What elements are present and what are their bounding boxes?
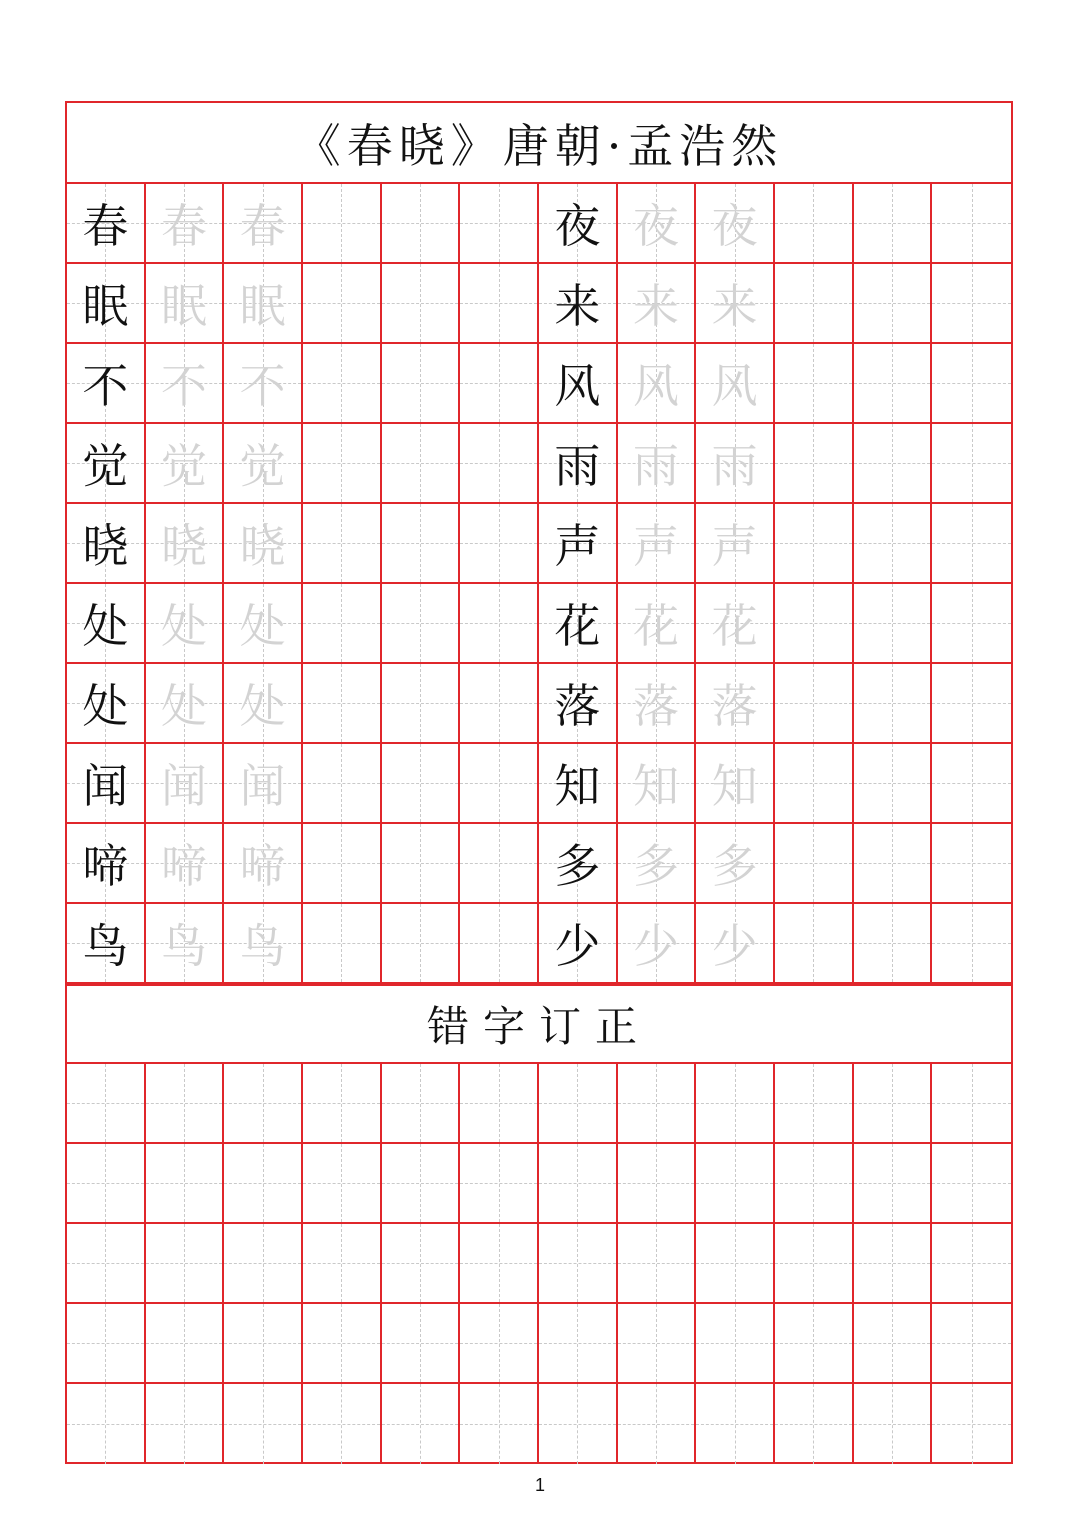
- correction-cell: [146, 1304, 225, 1384]
- trace-character: 觉: [239, 439, 286, 493]
- blank-practice-cell: [382, 904, 461, 984]
- blank-practice-cell: [382, 424, 461, 504]
- model-character-cell: [539, 264, 618, 344]
- correction-cell: [146, 1384, 225, 1464]
- model-character: 眠: [82, 279, 129, 333]
- correction-cell: [775, 1224, 854, 1304]
- model-character-cell: [67, 424, 146, 504]
- blank-practice-cell: [460, 264, 539, 344]
- blank-practice-cell: [382, 664, 461, 744]
- blank-practice-cell: [775, 664, 854, 744]
- blank-practice-cell: [932, 504, 1011, 584]
- correction-cell: [67, 1144, 146, 1224]
- blank-practice-cell: [775, 264, 854, 344]
- correction-cell: [539, 1224, 618, 1304]
- trace-character: 不: [239, 359, 286, 413]
- model-character: 声: [554, 519, 601, 573]
- blank-practice-cell: [932, 584, 1011, 664]
- model-character: 处: [82, 599, 129, 653]
- trace-character: 春: [160, 199, 207, 253]
- correction-cell: [146, 1064, 225, 1144]
- trace-character: 多: [632, 839, 679, 893]
- blank-practice-cell: [854, 664, 933, 744]
- correction-cell: [539, 1304, 618, 1384]
- correction-cell: [932, 1144, 1011, 1224]
- correction-cell: [696, 1064, 775, 1144]
- trace-character: 闻: [160, 759, 207, 813]
- blank-practice-cell: [854, 504, 933, 584]
- correction-cell: [303, 1304, 382, 1384]
- model-character: 来: [554, 279, 601, 333]
- trace-character: 眠: [239, 279, 286, 333]
- trace-character-cell: [146, 344, 225, 424]
- correction-cell: [224, 1144, 303, 1224]
- correction-cell: [303, 1144, 382, 1224]
- blank-practice-cell: [460, 664, 539, 744]
- blank-practice-cell: [854, 904, 933, 984]
- model-character-cell: [67, 264, 146, 344]
- correction-cell: [224, 1384, 303, 1464]
- trace-character: 夜: [711, 199, 758, 253]
- trace-character-cell: [618, 424, 697, 504]
- trace-character: 雨: [711, 439, 758, 493]
- blank-practice-cell: [460, 824, 539, 904]
- trace-character-cell: [146, 744, 225, 824]
- trace-character: 风: [711, 359, 758, 413]
- blank-practice-cell: [460, 184, 539, 264]
- model-character: 春: [82, 199, 129, 253]
- trace-character: 鸟: [239, 919, 286, 973]
- correction-cell: [382, 1144, 461, 1224]
- correction-cell: [224, 1224, 303, 1304]
- model-character: 啼: [82, 839, 129, 893]
- blank-practice-cell: [460, 904, 539, 984]
- trace-character-cell: [146, 264, 225, 344]
- trace-character: 晓: [160, 519, 207, 573]
- blank-practice-cell: [932, 744, 1011, 824]
- blank-practice-cell: [460, 744, 539, 824]
- blank-practice-cell: [303, 824, 382, 904]
- blank-practice-cell: [303, 584, 382, 664]
- model-character: 处: [82, 679, 129, 733]
- correction-cell: [382, 1384, 461, 1464]
- trace-character: 眠: [160, 279, 207, 333]
- correction-cell: [775, 1064, 854, 1144]
- trace-character-cell: [146, 504, 225, 584]
- trace-character: 花: [711, 599, 758, 653]
- trace-character-cell: [696, 264, 775, 344]
- blank-practice-cell: [932, 664, 1011, 744]
- correction-cell: [618, 1064, 697, 1144]
- model-character: 雨: [554, 439, 601, 493]
- correction-cell: [618, 1144, 697, 1224]
- blank-practice-cell: [932, 904, 1011, 984]
- correction-cell: [854, 1304, 933, 1384]
- correction-cell: [775, 1144, 854, 1224]
- blank-practice-cell: [303, 904, 382, 984]
- correction-cell: [854, 1144, 933, 1224]
- correction-cell: [303, 1224, 382, 1304]
- trace-character-cell: [224, 264, 303, 344]
- trace-character-cell: [696, 744, 775, 824]
- practice-grid: [67, 184, 1011, 984]
- trace-character: 处: [239, 679, 286, 733]
- correction-cell: [460, 1304, 539, 1384]
- correction-cell: [696, 1384, 775, 1464]
- trace-character-cell: [618, 744, 697, 824]
- correction-cell: [303, 1064, 382, 1144]
- model-character-cell: [539, 584, 618, 664]
- blank-practice-cell: [854, 344, 933, 424]
- correction-cell: [67, 1224, 146, 1304]
- model-character-cell: [67, 584, 146, 664]
- trace-character: 春: [239, 199, 286, 253]
- model-character-cell: [67, 344, 146, 424]
- blank-practice-cell: [382, 344, 461, 424]
- model-character: 不: [82, 359, 129, 413]
- trace-character: 闻: [239, 759, 286, 813]
- correction-grid: [67, 1064, 1011, 1464]
- trace-character-cell: [618, 584, 697, 664]
- trace-character: 不: [160, 359, 207, 413]
- blank-practice-cell: [932, 344, 1011, 424]
- blank-practice-cell: [854, 744, 933, 824]
- correction-cell: [539, 1064, 618, 1144]
- trace-character-cell: [224, 504, 303, 584]
- trace-character-cell: [618, 184, 697, 264]
- trace-character-cell: [146, 424, 225, 504]
- model-character-cell: [67, 824, 146, 904]
- correction-cell: [224, 1064, 303, 1144]
- trace-character-cell: [146, 664, 225, 744]
- trace-character: 来: [632, 279, 679, 333]
- correction-cell: [696, 1224, 775, 1304]
- correction-cell: [146, 1224, 225, 1304]
- blank-practice-cell: [775, 824, 854, 904]
- blank-practice-cell: [303, 664, 382, 744]
- model-character-cell: [539, 904, 618, 984]
- trace-character: 声: [711, 519, 758, 573]
- correction-cell: [696, 1304, 775, 1384]
- correction-cell: [224, 1304, 303, 1384]
- blank-practice-cell: [932, 824, 1011, 904]
- correction-cell: [618, 1304, 697, 1384]
- blank-practice-cell: [382, 824, 461, 904]
- correction-cell: [696, 1144, 775, 1224]
- blank-practice-cell: [775, 344, 854, 424]
- blank-practice-cell: [460, 424, 539, 504]
- blank-practice-cell: [854, 264, 933, 344]
- model-character: 觉: [82, 439, 129, 493]
- correction-cell: [932, 1304, 1011, 1384]
- trace-character: 雨: [632, 439, 679, 493]
- trace-character-cell: [224, 184, 303, 264]
- trace-character-cell: [618, 904, 697, 984]
- correction-cell: [382, 1224, 461, 1304]
- model-character: 花: [554, 599, 601, 653]
- trace-character: 落: [711, 679, 758, 733]
- correction-cell: [775, 1304, 854, 1384]
- blank-practice-cell: [932, 264, 1011, 344]
- correction-cell: [67, 1384, 146, 1464]
- trace-character: 夜: [632, 199, 679, 253]
- practice-sheet: [65, 101, 1013, 1464]
- trace-character-cell: [224, 664, 303, 744]
- blank-practice-cell: [775, 184, 854, 264]
- correction-cell: [539, 1144, 618, 1224]
- blank-practice-cell: [382, 744, 461, 824]
- correction-cell: [460, 1224, 539, 1304]
- trace-character-cell: [146, 184, 225, 264]
- trace-character: 知: [632, 759, 679, 813]
- model-character-cell: [539, 744, 618, 824]
- blank-practice-cell: [303, 424, 382, 504]
- blank-practice-cell: [382, 264, 461, 344]
- correction-cell: [146, 1144, 225, 1224]
- trace-character-cell: [224, 584, 303, 664]
- blank-practice-cell: [460, 504, 539, 584]
- model-character-cell: [539, 504, 618, 584]
- trace-character: 落: [632, 679, 679, 733]
- model-character-cell: [67, 664, 146, 744]
- correction-cell: [932, 1384, 1011, 1464]
- trace-character: 处: [160, 599, 207, 653]
- model-character-cell: [67, 184, 146, 264]
- blank-practice-cell: [854, 824, 933, 904]
- model-character-cell: [67, 504, 146, 584]
- correction-cell: [618, 1384, 697, 1464]
- model-character: 晓: [82, 519, 129, 573]
- correction-cell: [382, 1064, 461, 1144]
- trace-character-cell: [224, 424, 303, 504]
- blank-practice-cell: [775, 424, 854, 504]
- model-character-cell: [539, 664, 618, 744]
- trace-character: 晓: [239, 519, 286, 573]
- correction-cell: [460, 1064, 539, 1144]
- model-character-cell: [67, 744, 146, 824]
- blank-practice-cell: [382, 504, 461, 584]
- correction-cell: [854, 1224, 933, 1304]
- blank-practice-cell: [932, 184, 1011, 264]
- model-character-cell: [539, 424, 618, 504]
- trace-character: 少: [711, 919, 758, 973]
- model-character: 知: [554, 759, 601, 813]
- model-character-cell: [539, 344, 618, 424]
- model-character-cell: [539, 184, 618, 264]
- correction-cell: [460, 1144, 539, 1224]
- blank-practice-cell: [775, 584, 854, 664]
- trace-character: 处: [239, 599, 286, 653]
- trace-character-cell: [696, 424, 775, 504]
- blank-practice-cell: [303, 184, 382, 264]
- blank-practice-cell: [303, 344, 382, 424]
- correction-cell: [460, 1384, 539, 1464]
- trace-character: 啼: [239, 839, 286, 893]
- trace-character-cell: [696, 184, 775, 264]
- model-character: 鸟: [82, 919, 129, 973]
- trace-character-cell: [618, 664, 697, 744]
- trace-character: 多: [711, 839, 758, 893]
- trace-character-cell: [618, 824, 697, 904]
- trace-character-cell: [618, 504, 697, 584]
- trace-character-cell: [696, 904, 775, 984]
- blank-practice-cell: [303, 744, 382, 824]
- model-character: 落: [554, 679, 601, 733]
- trace-character-cell: [146, 824, 225, 904]
- trace-character: 处: [160, 679, 207, 733]
- correction-cell: [932, 1224, 1011, 1304]
- trace-character: 觉: [160, 439, 207, 493]
- correction-heading: 错字订正: [67, 984, 1011, 1064]
- trace-character: 花: [632, 599, 679, 653]
- blank-practice-cell: [460, 584, 539, 664]
- correction-cell: [854, 1064, 933, 1144]
- correction-cell: [775, 1384, 854, 1464]
- trace-character: 风: [632, 359, 679, 413]
- trace-character-cell: [224, 744, 303, 824]
- blank-practice-cell: [303, 264, 382, 344]
- blank-practice-cell: [775, 504, 854, 584]
- trace-character-cell: [696, 344, 775, 424]
- model-character: 少: [554, 919, 601, 973]
- blank-practice-cell: [460, 344, 539, 424]
- trace-character-cell: [696, 664, 775, 744]
- page-number: 1: [534, 1475, 545, 1495]
- blank-practice-cell: [854, 584, 933, 664]
- trace-character-cell: [618, 264, 697, 344]
- model-character: 风: [554, 359, 601, 413]
- trace-character-cell: [696, 824, 775, 904]
- trace-character-cell: [146, 904, 225, 984]
- trace-character: 少: [632, 919, 679, 973]
- trace-character-cell: [696, 584, 775, 664]
- correction-cell: [67, 1064, 146, 1144]
- correction-cell: [618, 1224, 697, 1304]
- trace-character-cell: [224, 904, 303, 984]
- blank-practice-cell: [303, 504, 382, 584]
- blank-practice-cell: [854, 424, 933, 504]
- model-character-cell: [67, 904, 146, 984]
- correction-cell: [303, 1384, 382, 1464]
- model-character: 多: [554, 839, 601, 893]
- blank-practice-cell: [382, 184, 461, 264]
- trace-character: 啼: [160, 839, 207, 893]
- trace-character-cell: [224, 344, 303, 424]
- trace-character-cell: [224, 824, 303, 904]
- trace-character-cell: [146, 584, 225, 664]
- trace-character: 来: [711, 279, 758, 333]
- blank-practice-cell: [854, 184, 933, 264]
- trace-character: 鸟: [160, 919, 207, 973]
- trace-character: 知: [711, 759, 758, 813]
- trace-character: 声: [632, 519, 679, 573]
- blank-practice-cell: [382, 584, 461, 664]
- blank-practice-cell: [932, 424, 1011, 504]
- model-character: 闻: [82, 759, 129, 813]
- trace-character-cell: [618, 344, 697, 424]
- poem-title: 《春晓》唐朝·孟浩然: [67, 103, 1011, 184]
- correction-cell: [382, 1304, 461, 1384]
- blank-practice-cell: [775, 904, 854, 984]
- correction-cell: [932, 1064, 1011, 1144]
- correction-cell: [67, 1304, 146, 1384]
- blank-practice-cell: [775, 744, 854, 824]
- model-character: 夜: [554, 199, 601, 253]
- correction-cell: [854, 1384, 933, 1464]
- trace-character-cell: [696, 504, 775, 584]
- model-character-cell: [539, 824, 618, 904]
- correction-cell: [539, 1384, 618, 1464]
